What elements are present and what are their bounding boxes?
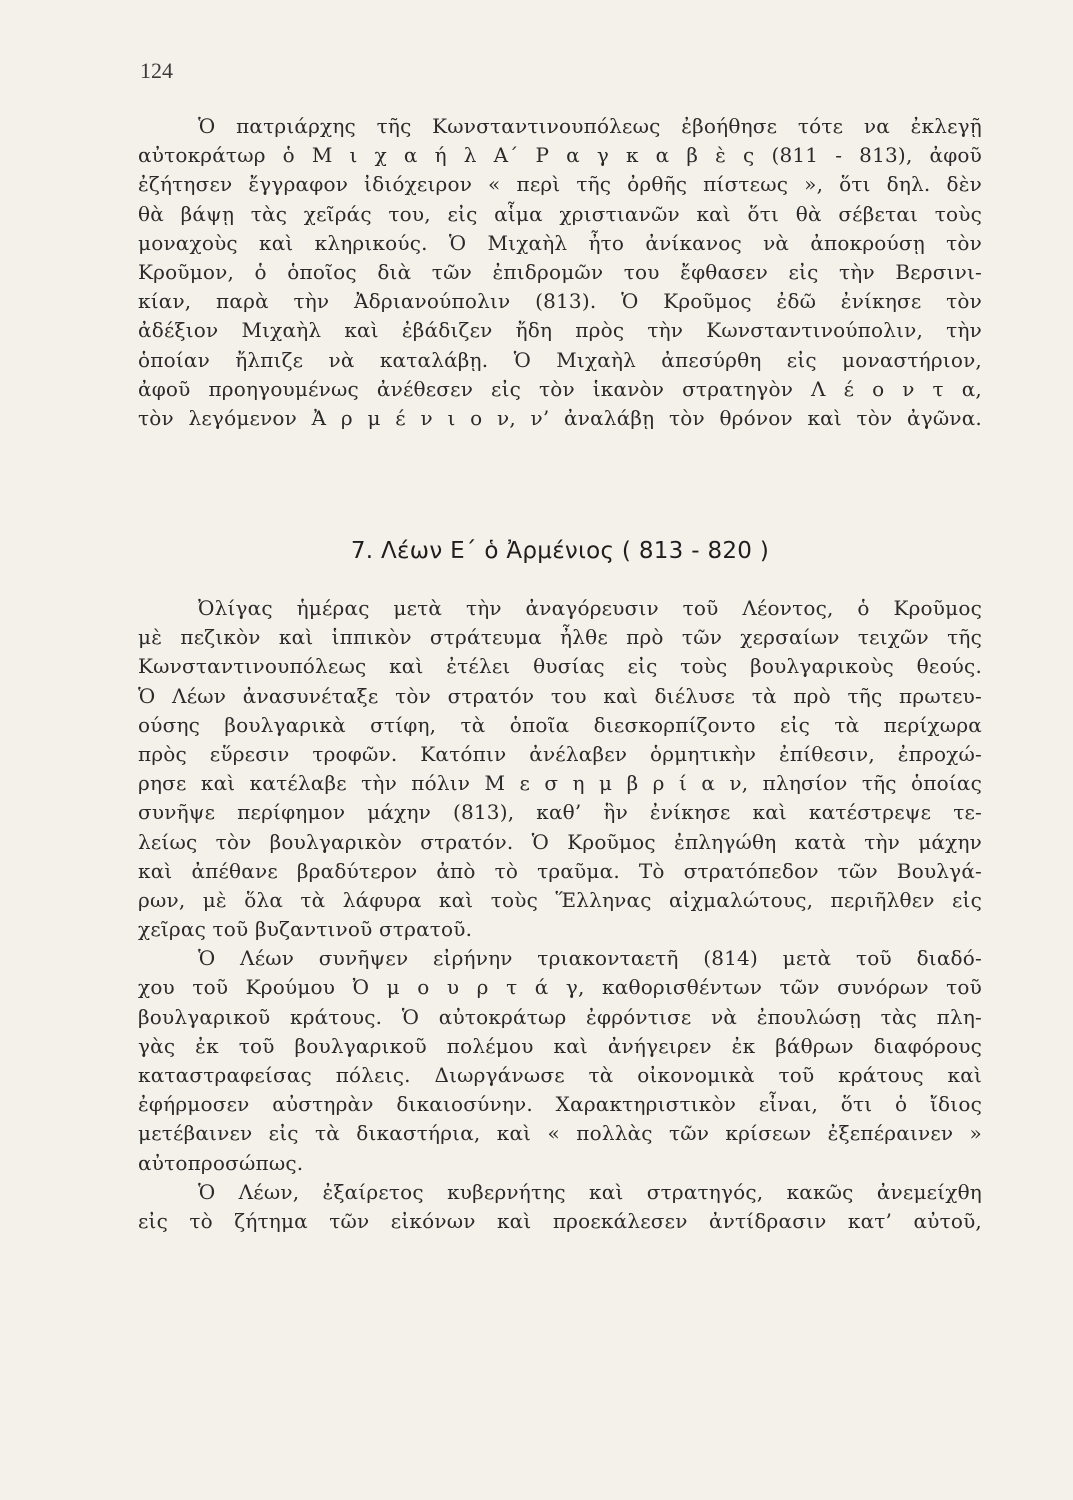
text-line: χου τοῦ Κρούμου Ὀ μ ο υ ρ τ ά γ, καθορισθέντων τῶν συνόρων τοῦ <box>138 975 982 1000</box>
text-line: Ὁ Λέων συνῆψεν εἰρήνην τριακονταετῆ (814) μετὰ τοῦ διαδό- <box>198 946 982 971</box>
text-line: ἐφήρμοσεν αὐστηρὰν δικαιοσύνην. Χαρακτηριστικὸν εἶναι, ὅτι ὁ ἴδιος <box>138 1092 982 1117</box>
text-line: μὲ πεζικὸν καὶ ἱππικὸν στράτευμα ἦλθε πρὸ τῶν χερσαίων τειχῶν τῆς <box>138 625 982 650</box>
text-line: λείως τὸν βουλγαρικὸν στρατόν. Ὁ Κροῦμος ἐπληγώθη κατὰ τὴν μάχην <box>138 829 982 854</box>
text-line: τὸν λεγόμενον Ἀ ρ μ έ ν ι ο ν, ν’ ἀναλάβῃ τὸν θρόνον καὶ τὸν ἀγῶνα. <box>138 405 982 430</box>
paragraph-1 <box>138 112 982 433</box>
text-line: ούσης βουλγαρικὰ στίφη, τὰ ὁποῖα διεσκορπίζοντο εἰς τὰ περίχωρα <box>138 712 982 737</box>
text-line: ρων, μὲ ὅλα τὰ λάφυρα καὶ τοὺς Ἕλληνας αἰχμαλώτους, περιῆλθεν εἰς <box>138 887 982 912</box>
text-line: μετέβαινεν εἰς τὰ δικαστήρια, καὶ « πολλὰς τῶν κρίσεων ἐξεπέραινεν » <box>138 1121 982 1146</box>
text-line: ἀδέξιον Μιχαὴλ καὶ ἐβάδιζεν ἤδη πρὸς τὴν Κωνσταντινούπολιν, τὴν <box>138 318 982 343</box>
paragraph-2 <box>138 594 982 944</box>
text-line: συνῆψε περίφημον μάχην (813), καθ’ ἣν ἐνίκησε καὶ κατέστρεψε τε- <box>138 800 982 825</box>
text-line: χεῖρας τοῦ βυζαντινοῦ στρατοῦ. <box>138 917 473 942</box>
text-line: πρὸς εὕρεσιν τροφῶν. Κατόπιν ἀνέλαβεν ὁρμητικὴν ἐπίθεσιν, ἐπροχώ- <box>138 741 982 766</box>
text-line: ρησε καὶ κατέλαβε τὴν πόλιν Μ ε σ η μ β ρ ί α ν, πλησίον τῆς ὁποίας <box>138 771 982 796</box>
text-line: ἐζήτησεν ἔγγραφον ἰδιόχειρον « περὶ τῆς ὀρθῆς πίστεως », ὅτι δηλ. δὲν <box>138 172 982 197</box>
text-line: Ὁ πατριάρχης τῆς Κωνσταντινουπόλεως ἐβοήθησε τότε να ἐκλεγῇ <box>198 114 982 138</box>
text-line: Ὀλίγας ἡμέρας μετὰ τὴν ἀναγόρευσιν τοῦ Λέοντος, ὁ Κροῦμος <box>198 596 982 620</box>
text-line: γὰς ἐκ τοῦ βουλγαρικοῦ πολέμου καὶ ἀνήγειρεν ἐκ βάθρων διαφόρους <box>138 1033 982 1058</box>
text-line: Ὁ Λέων, ἐξαίρετος κυβερνήτης καὶ στρατηγός, κακῶς ἀνεμείχθη <box>198 1179 982 1204</box>
text-line: θὰ βάψῃ τὰς χεῖράς του, εἰς αἷμα χριστιανῶν καὶ ὅτι θὰ σέβεται τοὺς <box>138 201 982 226</box>
text-line: ὁποίαν ἤλπιζε νὰ καταλάβῃ. Ὁ Μιχαὴλ ἀπεσύρθη εἰς μοναστήριον, <box>138 347 982 372</box>
text-line: καταστραφείσας πόλεις. Διωργάνωσε τὰ οἰκονομικὰ τοῦ κράτους καὶ <box>138 1063 982 1087</box>
text-line: Κωνσταντινουπόλεως καὶ ἐτέλει θυσίας εἰς τοὺς βουλγαρικοὺς θεούς. <box>138 654 982 679</box>
text-line: κίαν, παρὰ τὴν Ἀδριανούπολιν (813). Ὁ Κροῦμος ἐδῶ ἐνίκησε τὸν <box>138 289 982 314</box>
text-line: αὐτοπροσώπως. <box>138 1150 304 1175</box>
paragraph-3 <box>138 944 982 1178</box>
body-text <box>138 594 982 1236</box>
page-number: 124 <box>140 58 173 83</box>
text-line: ἀφοῦ προηγουμένως ἀνέθεσεν εἰς τὸν ἱκανὸν στρατηγὸν Λ έ ο ν τ α, <box>138 376 982 401</box>
section-heading: 7. Λέων Ε΄ ὁ Ἀρμένιος ( 813 - 820 ) <box>350 538 770 564</box>
text-line: αὐτοκράτωρ ὁ Μ ι χ α ή λ Α΄ Ρ α γ κ α β ὲ ς (811 - 813), ἀφοῦ <box>138 143 982 168</box>
text-line: εἰς τὸ ζήτημα τῶν εἰκόνων καὶ προεκάλεσεν ἀντίδρασιν κατ’ αὐτοῦ, <box>138 1208 982 1233</box>
paragraph-4 <box>138 1178 982 1236</box>
text-line: καὶ ἀπέθανε βραδύτερον ἀπὸ τὸ τραῦμα. Τὸ στρατόπεδον τῶν Βουλγά- <box>138 858 982 883</box>
text-line: μοναχοὺς καὶ κληρικούς. Ὁ Μιχαὴλ ἦτο ἀνίκανος νὰ ἀποκρούσῃ τὸν <box>138 230 982 255</box>
text-line: Ὁ Λέων ἀνασυνέταξε τὸν στρατόν του καὶ διέλυσε τὰ πρὸ τῆς πρωτευ- <box>138 683 982 708</box>
text-line: βουλγαρικοῦ κράτους. Ὁ αὐτοκράτωρ ἐφρόντισε νὰ ἐπουλώσῃ τὰς πλη- <box>138 1004 982 1029</box>
text-line: Κροῦμον, ὁ ὁποῖος διὰ τῶν ἐπιδρομῶν του ἔφθασεν εἰς τὴν Βερσινι- <box>138 259 982 284</box>
